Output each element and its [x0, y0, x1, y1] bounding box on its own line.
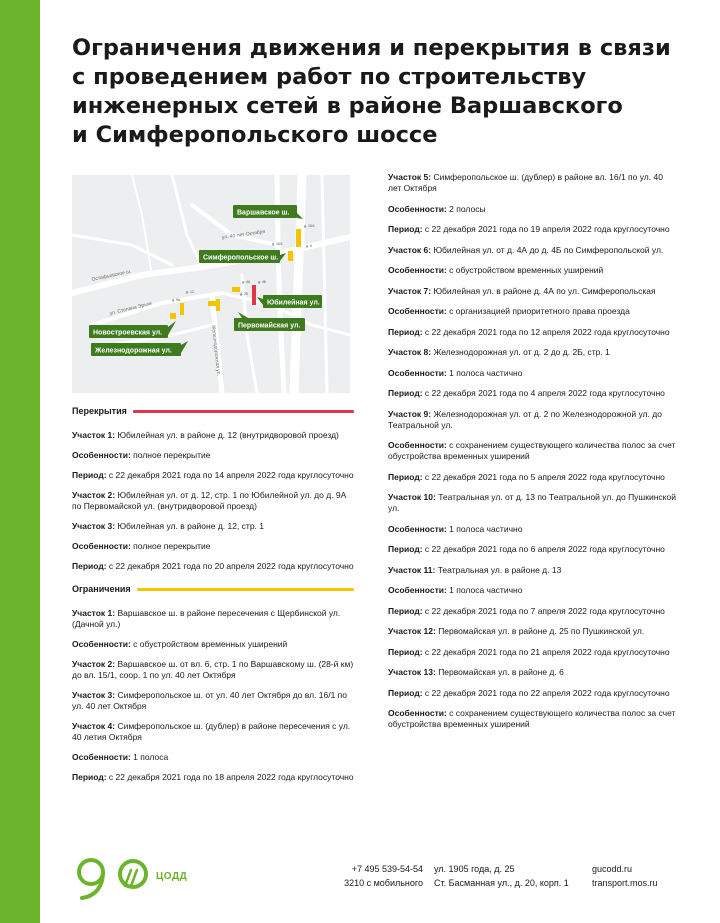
- restriction-item: Участок 1: Варшавское ш. в районе пересечения с Щербинской ул. (Дачной ул.): [72, 608, 341, 629]
- section-item: Особенности: с организацией приоритетного права проезда: [388, 306, 630, 316]
- section-item: Участок 6: Юбилейная ул. от д. 4А до д. 4Б по Симферопольской ул.: [388, 244, 664, 255]
- logo-nine-icon: [72, 856, 110, 900]
- section-item: Участок 9: Железнодорожная ул. от д. 2 по Железнодорожной ул. до Театральной ул.: [388, 408, 662, 430]
- marker-yellow-3: [208, 301, 216, 306]
- bld-3: д. 4А: [242, 280, 251, 284]
- page-title: [72, 34, 692, 150]
- marker-yellow-7: [170, 313, 176, 319]
- closure-item: Участок 3: Юбилейная ул. в районе д. 12, стр. 1: [72, 521, 264, 531]
- section-item: Период: с 22 декабря 2021 года по 4 апреля 2022 года круглосуточно: [388, 388, 665, 398]
- map-label-yubileynaya: [257, 295, 322, 308]
- footer-address-2: Ст. Басманная ул., д. 20, корп. 1: [434, 878, 569, 888]
- footer: [0, 850, 720, 910]
- title-line-2: с проведением работ по строительству: [72, 64, 587, 90]
- svg-text:Симферопольское ш.: Симферопольское ш.: [203, 254, 279, 262]
- svg-text:Варшавское ш.: Варшавское ш.: [237, 209, 290, 217]
- section-item: Особенности: 1 полоса частично: [388, 523, 523, 534]
- footer-site-transport[interactable]: transport.mos.ru: [592, 878, 658, 888]
- svg-text:Новостроевская ул.: Новостроевская ул.: [93, 329, 163, 337]
- marker-yellow-6: [216, 299, 220, 311]
- footer-sites: [592, 862, 658, 890]
- footer-address-1: ул. 1905 года, д. 25: [434, 864, 515, 874]
- restriction-item: Период: с 22 декабря 2021 года по 18 апреля 2022 года круглосуточно: [72, 772, 354, 782]
- svg-text:Железнодорожная ул.: Железнодорожная ул.: [95, 347, 172, 355]
- section-item: Особенности: 2 полосы: [388, 203, 486, 214]
- marker-yellow-1: [296, 229, 301, 247]
- svg-text:Первомайская ул.: Первомайская ул.: [238, 322, 301, 330]
- restriction-item: Участок 3: Симферопольское ш. от ул. 40 лет Октября до вл. 16/1 по ул. 40 лет Октября: [72, 690, 348, 711]
- footer-addresses: [434, 862, 569, 890]
- section-item: Участок 11: Театральная ул. в районе д. 13: [388, 564, 562, 575]
- map-label-zheleznodorozhnaya: [91, 341, 188, 356]
- section-item: Особенности: с сохранением существующего количества полос за счет обустройства временных уширений: [388, 708, 676, 729]
- closures-heading: [72, 406, 354, 416]
- closures-red-line: [133, 410, 354, 413]
- section-item: Участок 12: Первомайская ул. в районе д. 25 по Пушкинской ул.: [388, 626, 645, 636]
- marker-yellow-2: [288, 251, 293, 261]
- footer-site-gucodd[interactable]: gucodd.ru: [592, 864, 633, 874]
- closure-item: Участок 1: Юбилейная ул. в районе д. 12 (внутридворовой проезд): [72, 430, 339, 440]
- closure-item: Период: с 22 декабря 2021 года по 14 апреля 2022 года круглосуточно: [72, 470, 354, 480]
- marker-red-1: [252, 285, 256, 305]
- marker-yellow-5: [232, 287, 240, 292]
- section-item: Участок 10: Театральная ул. от д. 13 по Театральной ул. до Пушкинской ул.: [388, 492, 676, 513]
- street-zheleznodorozhnaya: Железнодорожная ул.: [210, 324, 222, 377]
- closures-heading-text: Перекрытия: [72, 406, 127, 416]
- bld-8: д. 6: [306, 244, 312, 248]
- map-label-varshavskoe: [233, 205, 303, 219]
- section-item: Особенности: 1 полоса частично: [388, 585, 523, 595]
- logo-road-icon: [114, 856, 152, 900]
- restriction-item: Участок 2: Варшавское ш. от вл. 6, стр. 1 по Варшавскому ш. (28-й км) до вл. 15/1, соор. 1 по ул. 40 лет Октября: [72, 659, 354, 680]
- section-item: Период: с 22 декабря 2021 года по 22 апреля 2022 года круглосуточно: [388, 687, 670, 698]
- section-item: Особенности: с сохранением существующего количества полос за счет обустройства временных уширений: [388, 440, 676, 461]
- section-item: Период: с 22 декабря 2021 года по 6 апреля 2022 года круглосуточно: [388, 544, 665, 554]
- title-line-3: инженерных сетей в районе Варшавского: [72, 93, 623, 119]
- section-item: Период: с 22 декабря 2021 года по 5 апреля 2022 года круглосуточно: [388, 471, 665, 482]
- restriction-item: Участок 4: Симферопольское ш. (дублер) в районе пересечения с ул. 40 летия Октября: [72, 721, 351, 742]
- map-svg: [72, 175, 350, 393]
- section-item: Период: с 22 декабря 2021 года по 12 апреля 2022 года круглосуточно: [388, 326, 670, 337]
- closure-item: Участок 2: Юбилейная ул. от д. 12, стр. 1 по Юбилейной ул. до д. 9А по Первомайской ул. (внутридворовой проезд): [72, 490, 347, 511]
- footer-phone[interactable]: +7 495 539-54-54: [351, 864, 423, 874]
- restrictions-heading: [72, 584, 354, 594]
- street-ostafievskoe: Остафьевское ш.: [91, 268, 133, 283]
- bld-2: д. 12: [186, 290, 194, 294]
- section-item: Особенности: с обустройством временных уширений: [388, 265, 604, 275]
- street-ul40: ул. 40 лет Октября: [221, 228, 266, 241]
- left-column: [72, 406, 354, 792]
- closure-item: Период: с 22 декабря 2021 года по 20 апреля 2022 года круглосуточно: [72, 561, 354, 571]
- section-item: Период: с 22 декабря 2021 года по 19 апреля 2022 года круглосуточно: [388, 224, 670, 234]
- footer-contacts: [328, 862, 423, 890]
- restriction-item: Особенности: 1 полоса: [72, 752, 169, 762]
- street-stepana: ул. Степана Эрьзи: [109, 300, 153, 317]
- section-item: Период: с 22 декабря 2021 года по 21 апреля 2022 года круглосуточно: [388, 646, 670, 657]
- green-sidebar: [0, 0, 40, 923]
- closure-item: Особенности: полное перекрытие: [72, 450, 211, 460]
- section-item: Участок 5: Симферопольское ш. (дублер) в районе вл. 16/1 по ул. 40 лет Октября: [388, 172, 663, 193]
- title-line-4: и Симферопольского шоссе: [72, 122, 438, 148]
- section-item: Участок 8: Железнодорожная ул. от д. 2 до д. 2Б, стр. 1: [388, 347, 610, 357]
- map-label-simferopolskoe: [199, 250, 286, 263]
- section-item: Период: с 22 декабря 2021 года по 7 апреля 2022 года круглосуточно: [388, 605, 665, 616]
- section-item: Особенности: 1 полоса частично: [388, 367, 523, 378]
- right-column: [388, 172, 676, 740]
- area-map: [72, 175, 350, 393]
- bld-4: д. 4Б: [258, 280, 267, 284]
- section-item: Участок 7: Юбилейная ул. в районе д. 4А по ул. Симферопольская: [388, 285, 656, 296]
- bld-6: д. 16/1: [272, 242, 283, 246]
- restrictions-heading-text: Ограничения: [72, 584, 131, 594]
- restriction-item: Особенности: с обустройством временных уширений: [72, 639, 288, 649]
- title-line-1: Ограничения движения и перекрытия в связи: [72, 35, 671, 61]
- bld-1: д. 9А: [172, 298, 181, 302]
- bld-5: д. 15/1: [304, 224, 315, 228]
- closure-item: Особенности: полное перекрытие: [72, 541, 211, 551]
- section-item: Участок 13: Первомайская ул. в районе д. 6: [388, 667, 564, 677]
- marker-yellow-4: [180, 303, 184, 315]
- restrictions-yellow-line: [137, 588, 354, 591]
- svg-text:Юбилейная ул.: Юбилейная ул.: [267, 299, 320, 307]
- logo-text: ЦОДД: [156, 871, 188, 882]
- footer-mobile: 3210 с мобильного: [344, 878, 423, 888]
- bld-7: д. 25: [240, 292, 248, 296]
